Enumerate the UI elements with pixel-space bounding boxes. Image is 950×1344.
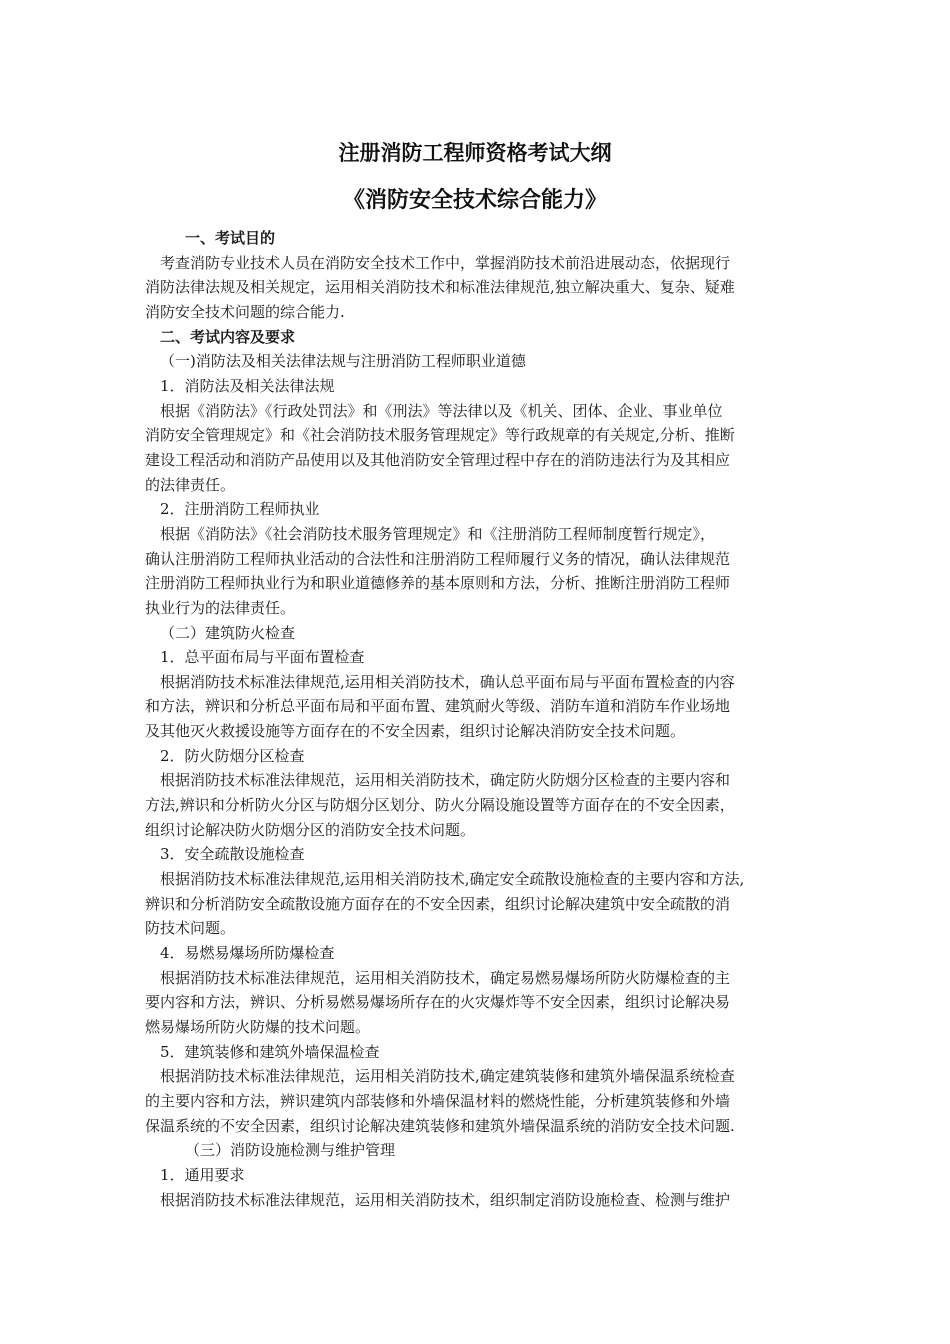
text-line: 2．注册消防工程师执业 (160, 500, 320, 519)
text-line: 考查消防专业技术人员在消防安全技术工作中，掌握消防技术前沿进展动态，依据现行 (160, 253, 731, 272)
text-line: 的法律责任。 (145, 475, 236, 494)
section-heading: 一、考试目的 (185, 229, 276, 247)
document-subtitle: 《消防安全技术综合能力》 (342, 188, 607, 213)
text-line: 3．安全疏散设施检查 (160, 845, 305, 864)
text-line: 根据消防技术标准法律规范,运用相关消防技术，确认总平面布局与平面布置检查的内容 (160, 672, 735, 691)
text-line: （一)消防法及相关法律法规与注册消防工程师职业道德 (160, 352, 526, 371)
text-line: 2．防火防烟分区检查 (160, 746, 305, 765)
text-line: 1．通用要求 (160, 1165, 245, 1184)
section-heading: 二、考试内容及要求 (160, 327, 296, 346)
text-line: 及其他灭火救援设施等方面存在的不安全因素，组织讨论解决消防安全技术问题。 (145, 722, 686, 741)
text-line: 根据《消防法》《社会消防技术服务管理规定》和《注册消防工程师制度暂行规定》， (160, 524, 716, 543)
text-line: （三）消防设施检测与维护管理 (185, 1141, 396, 1160)
text-line: 根据消防技术标准法律规范，运用相关消防技术，确定防火防烟分区检查的主要内容和 (160, 771, 731, 790)
text-line: 确认注册消防工程师执业活动的合法性和注册消防工程师履行义务的情况，确认法律规范 (145, 549, 731, 568)
text-line: 根据消防技术标准法律规范，运用相关消防技术,确定建筑装修和建筑外墙保温系统检查 (160, 1067, 735, 1086)
text-line: 根据《消防法》《行政处罚法》和《刑法》等法律以及《机关、团体、企业、事业单位 (160, 401, 723, 420)
text-line: 方法,辨识和分析防火分区与防烟分区划分、防火分隔设施设置等方面存在的不安全因素， (145, 796, 735, 815)
document-body (145, 226, 815, 1212)
text-line: 消防法律法规及相关规定，运用相关消防技术和标准法律规范,独立解决重大、复杂、疑难 (145, 278, 735, 297)
text-line: 要内容和方法，辨识、分析易燃易爆场所存在的火灾爆炸等不安全因素，组织讨论解决易 (145, 993, 731, 1012)
text-line: 防技术问题。 (145, 919, 236, 938)
text-line: 保温系统的不安全因素，组织讨论解决建筑装修和建筑外墙保温系统的消防安全技术问题. (145, 1116, 735, 1135)
text-line: 根据消防技术标准法律规范,运用相关消防技术,确定安全疏散设施检查的主要内容和方法, (160, 870, 745, 889)
text-line: 4．易燃易爆场所防爆检查 (160, 944, 335, 963)
text-line: 执业行为的法律责任。 (145, 598, 296, 617)
text-line: 1．总平面布局与平面布置检查 (160, 648, 365, 667)
text-line: 建设工程活动和消防产品使用以及其他消防安全管理过程中存在的消防违法行为及其相应 (145, 450, 731, 469)
text-line: 组织讨论解决防火防烟分区的消防安全技术问题。 (145, 820, 476, 839)
document-title: 注册消防工程师资格考试大纲 (338, 141, 612, 165)
text-line: 的主要内容和方法，辨识建筑内部装修和外墙保温材料的燃烧性能，分析建筑装修和外墙 (145, 1091, 731, 1110)
text-line: 5．建筑装修和建筑外墙保温检查 (160, 1042, 380, 1061)
text-line: 根据消防技术标准法律规范，运用相关消防技术，确定易燃易爆场所防火防爆检查的主 (160, 968, 731, 987)
text-line: 根据消防技术标准法律规范，运用相关消防技术，组织制定消防设施检查、检测与维护 (160, 1190, 731, 1209)
text-line: （二）建筑防火检查 (160, 623, 296, 642)
text-line: 消防安全技术问题的综合能力. (145, 302, 345, 321)
text-line: 1．消防法及相关法律法规 (160, 376, 335, 395)
text-line: 和方法，辨识和分析总平面布局和平面布置、建筑耐火等级、消防车道和消防车作业场地 (145, 697, 731, 716)
text-line: 辨识和分析消防安全疏散设施方面存在的不安全因素，组织讨论解决建筑中安全疏散的消 (145, 894, 731, 913)
text-line: 注册消防工程师执业行为和职业道德修养的基本原则和方法，分析、推断注册消防工程师 (145, 574, 731, 593)
text-line: 消防安全管理规定》和《社会消防技术服务管理规定》等行政规章的有关规定,分析、推断 (145, 426, 735, 445)
text-line: 燃易爆场所防火防爆的技术问题。 (145, 1018, 371, 1036)
